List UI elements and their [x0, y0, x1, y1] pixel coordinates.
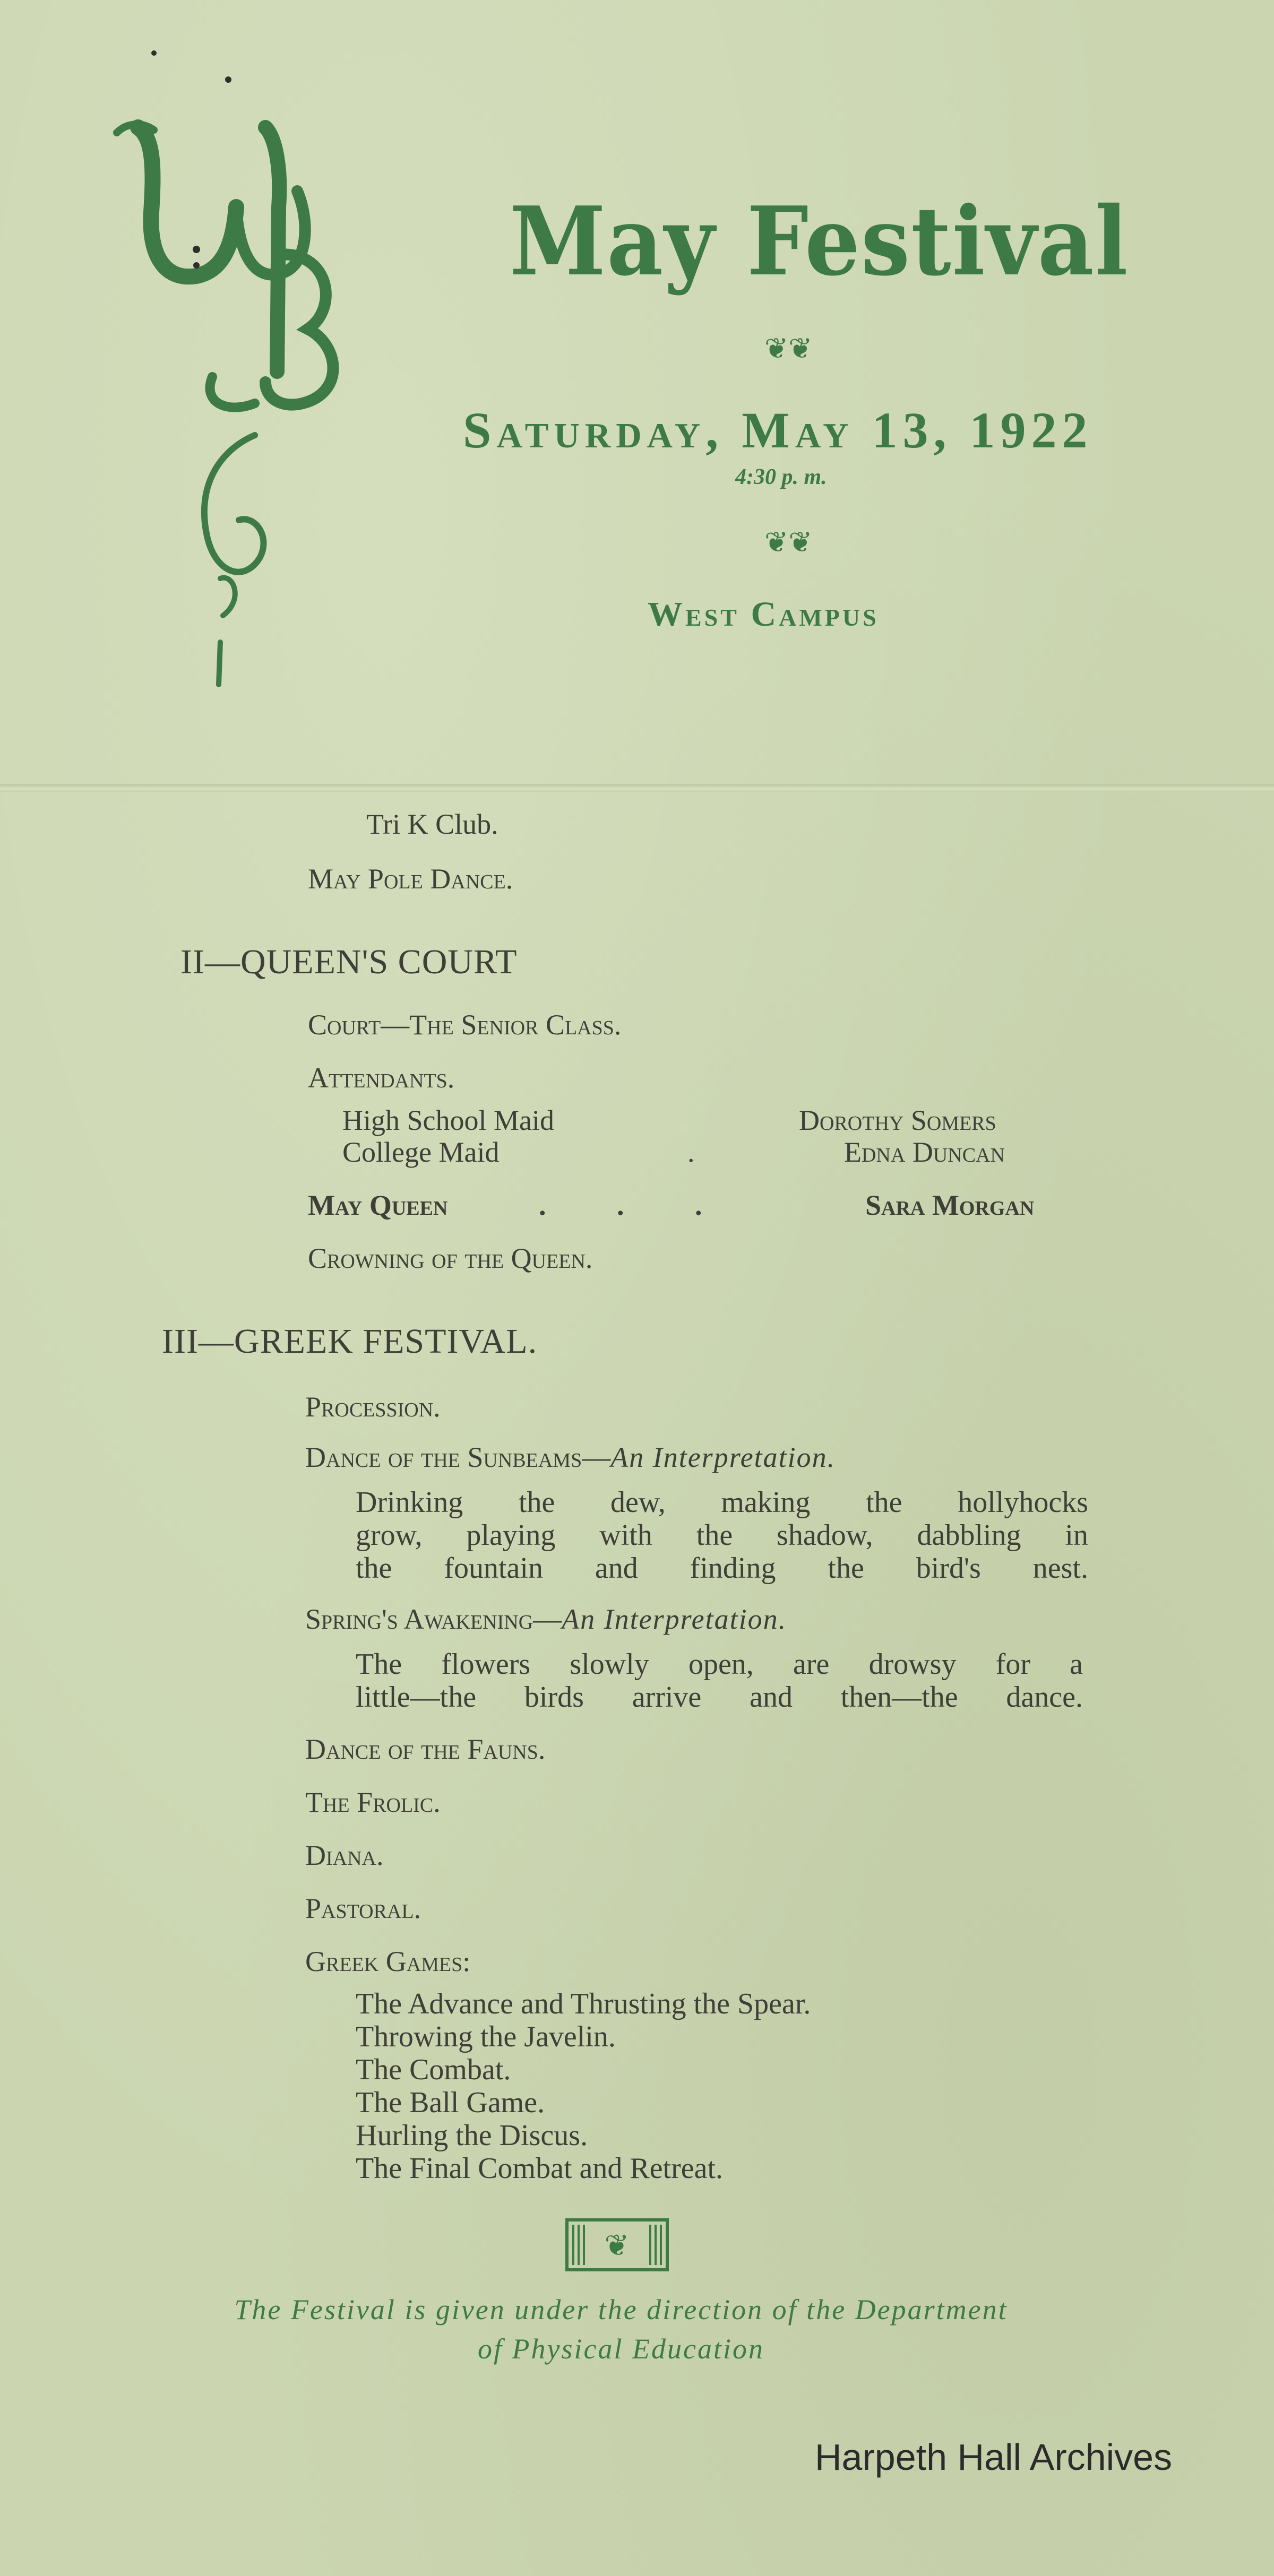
role-may-queen: May Queen: [308, 1189, 448, 1221]
event-location: West Campus: [648, 595, 879, 634]
program-item-crowning: Crowning of the Queen.: [308, 1242, 593, 1274]
wb-monogram-logo: [106, 32, 350, 695]
sunbeams-line-1: Drinking the dew, making the hollyhocks: [356, 1486, 1088, 1519]
game-item: Throwing the Javelin.: [356, 2020, 616, 2053]
spring-subtitle: An Interpretation.: [562, 1603, 787, 1635]
page-title: May Festival: [510, 186, 1129, 297]
credit-line-1: The Festival is given under the direction of the Department: [234, 2294, 1008, 2326]
spring-title: Spring's Awakening—: [305, 1603, 562, 1635]
program-item-may-pole-dance: May Pole Dance.: [308, 863, 513, 895]
game-item: The Advance and Thrusting the Spear.: [356, 1987, 811, 2020]
game-item: The Ball Game.: [356, 2086, 545, 2119]
event-date: Saturday, May 13, 1922: [463, 402, 1093, 459]
program-item-springs-awakening: [305, 1603, 787, 1636]
spring-description: [356, 1648, 1083, 1714]
greek-games-list: [356, 1987, 811, 2185]
name-dorothy-somers: Dorothy Somers: [799, 1104, 996, 1136]
svg-text:❦: ❦: [604, 2228, 630, 2263]
section-heading-greek-festival: III—GREEK FESTIVAL.: [162, 1322, 538, 1361]
program-item-procession: Procession.: [305, 1391, 441, 1423]
sunbeams-description: [356, 1486, 1088, 1585]
name-sara-morgan: Sara Morgan: [865, 1189, 1035, 1221]
program-item-tri-k-club: Tri K Club.: [366, 808, 498, 840]
program-item-the-frolic: The Frolic.: [305, 1786, 441, 1818]
spring-line-1: The flowers slowly open, are drowsy for a: [356, 1648, 1083, 1681]
sunbeams-line-2: grow, playing with the shadow, dabbling in: [356, 1519, 1088, 1552]
leader-dots: . . .: [539, 1189, 734, 1221]
program-item-court: Court—The Senior Class.: [308, 1009, 622, 1041]
game-item: Hurling the Discus.: [356, 2119, 588, 2152]
program-item-dance-of-the-fauns: Dance of the Fauns.: [305, 1733, 546, 1765]
program-item-diana: Diana.: [305, 1839, 384, 1871]
program-item-pastoral: Pastoral.: [305, 1892, 421, 1924]
program-item-attendants: Attendants.: [308, 1062, 455, 1094]
archive-watermark: Harpeth Hall Archives: [815, 2436, 1173, 2478]
program-item-dance-of-the-sunbeams: [305, 1441, 836, 1474]
page-fold: [0, 784, 1274, 792]
name-edna-duncan: Edna Duncan: [844, 1136, 1005, 1168]
fleuron-ornament-top: ❦❦: [764, 333, 813, 365]
spring-line-2: little—the birds arrive and then—the dance.: [356, 1681, 1083, 1714]
role-college-maid: College Maid: [342, 1136, 500, 1168]
role-high-school-maid: High School Maid: [342, 1104, 554, 1136]
program-item-greek-games: Greek Games:: [305, 1946, 471, 1977]
sunbeams-subtitle: An Interpretation.: [610, 1441, 836, 1473]
boxed-fleuron-ornament: [565, 2218, 669, 2271]
fleuron-ornament-middle: ❦❦: [764, 526, 813, 558]
event-time: 4:30 p. m.: [735, 465, 827, 489]
game-item: The Combat.: [356, 2053, 511, 2086]
section-heading-queens-court: II—QUEEN'S COURT: [180, 943, 518, 981]
sunbeams-line-3: the fountain and finding the bird's nest.: [356, 1552, 1088, 1585]
direction-credit: [154, 2290, 1088, 2368]
game-item: The Final Combat and Retreat.: [356, 2152, 724, 2185]
credit-line-2: of Physical Education: [478, 2333, 764, 2365]
sunbeams-title: Dance of the Sunbeams—: [305, 1441, 611, 1473]
leader-dot: .: [687, 1136, 695, 1168]
